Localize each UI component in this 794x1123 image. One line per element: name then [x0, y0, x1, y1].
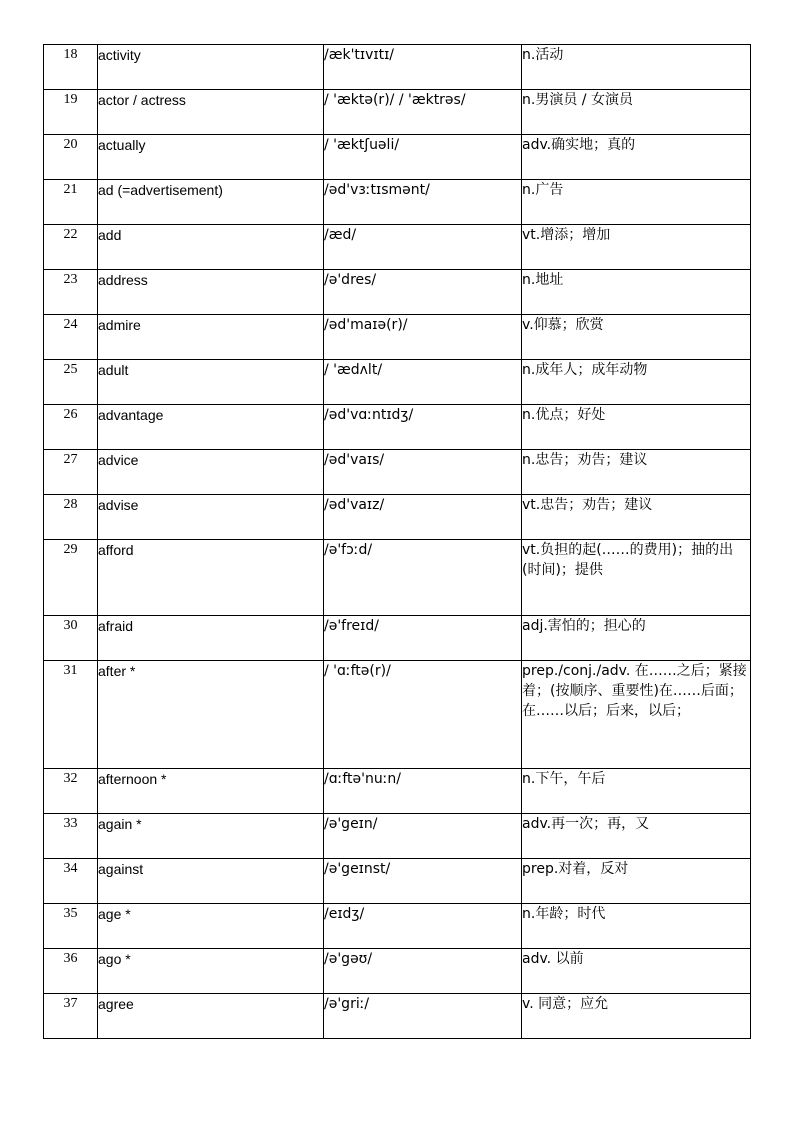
phonetic-cell: / 'æktʃuəli/: [324, 135, 522, 180]
table-row: [44, 859, 751, 904]
table-row: [44, 225, 751, 270]
phonetic-cell: /eɪdʒ/: [324, 904, 522, 949]
row-number: 32: [44, 769, 98, 814]
table-row: [44, 90, 751, 135]
table-row: [44, 904, 751, 949]
phonetic-cell: /əd'vɜːtɪsmənt/: [324, 180, 522, 225]
phonetic-cell: / 'ɑːftə(r)/: [324, 661, 522, 769]
row-number: 25: [44, 360, 98, 405]
word-cell: ago *: [98, 949, 324, 994]
word-cell: against: [98, 859, 324, 904]
meaning-cell: n.男演员 / 女演员: [522, 90, 751, 135]
table-row: [44, 769, 751, 814]
row-number: 22: [44, 225, 98, 270]
phonetic-cell: /əd'maɪə(r)/: [324, 315, 522, 360]
word-cell: activity: [98, 45, 324, 90]
meaning-cell: adj.害怕的；担心的: [522, 616, 751, 661]
word-cell: add: [98, 225, 324, 270]
word-cell: advice: [98, 450, 324, 495]
row-number: 31: [44, 661, 98, 769]
meaning-cell: n.下午，午后: [522, 769, 751, 814]
row-number: 21: [44, 180, 98, 225]
row-number: 26: [44, 405, 98, 450]
meaning-cell: n.年龄；时代: [522, 904, 751, 949]
row-number: 24: [44, 315, 98, 360]
meaning-cell: n.忠告；劝告；建议: [522, 450, 751, 495]
word-cell: advise: [98, 495, 324, 540]
vocabulary-table-body: [44, 45, 751, 1039]
word-cell: after *: [98, 661, 324, 769]
meaning-cell: prep.对着，反对: [522, 859, 751, 904]
phonetic-cell: /ɑːftə'nuːn/: [324, 769, 522, 814]
meaning-cell: n.地址: [522, 270, 751, 315]
phonetic-cell: /ə'griː/: [324, 994, 522, 1039]
phonetic-cell: /əd'vɑːntɪdʒ/: [324, 405, 522, 450]
meaning-cell: n.活动: [522, 45, 751, 90]
row-number: 28: [44, 495, 98, 540]
word-cell: afford: [98, 540, 324, 616]
word-cell: admire: [98, 315, 324, 360]
phonetic-cell: /æk'tɪvɪtɪ/: [324, 45, 522, 90]
table-row: [44, 495, 751, 540]
table-row: [44, 270, 751, 315]
table-row: [44, 360, 751, 405]
table-row: [44, 45, 751, 90]
row-number: 29: [44, 540, 98, 616]
meaning-cell: v.仰慕；欣赏: [522, 315, 751, 360]
table-row: [44, 616, 751, 661]
word-cell: age *: [98, 904, 324, 949]
table-row: [44, 180, 751, 225]
row-number: 27: [44, 450, 98, 495]
word-cell: again *: [98, 814, 324, 859]
word-cell: address: [98, 270, 324, 315]
phonetic-cell: /ə'dres/: [324, 270, 522, 315]
table-row: [44, 315, 751, 360]
meaning-cell: vt.负担的起(……的费用)；抽的出(时间)；提供: [522, 540, 751, 616]
table-row: [44, 405, 751, 450]
table-row: [44, 661, 751, 769]
meaning-cell: vt.增添；增加: [522, 225, 751, 270]
row-number: 30: [44, 616, 98, 661]
meaning-cell: vt.忠告；劝告；建议: [522, 495, 751, 540]
meaning-cell: adv.再一次；再，又: [522, 814, 751, 859]
phonetic-cell: /æd/: [324, 225, 522, 270]
phonetic-cell: /əd'vaɪz/: [324, 495, 522, 540]
row-number: 34: [44, 859, 98, 904]
vocabulary-table: [43, 44, 751, 1039]
row-number: 36: [44, 949, 98, 994]
table-row: [44, 949, 751, 994]
table-row: [44, 135, 751, 180]
phonetic-cell: / 'ædʌlt/: [324, 360, 522, 405]
phonetic-cell: /ə'geɪnst/: [324, 859, 522, 904]
phonetic-cell: /ə'freɪd/: [324, 616, 522, 661]
row-number: 19: [44, 90, 98, 135]
meaning-cell: n.成年人；成年动物: [522, 360, 751, 405]
meaning-cell: adv. 以前: [522, 949, 751, 994]
table-row: [44, 540, 751, 616]
row-number: 37: [44, 994, 98, 1039]
word-cell: afraid: [98, 616, 324, 661]
word-cell: actually: [98, 135, 324, 180]
word-cell: agree: [98, 994, 324, 1039]
row-number: 18: [44, 45, 98, 90]
phonetic-cell: / 'æktə(r)/ / 'æktrəs/: [324, 90, 522, 135]
meaning-cell: adv.确实地；真的: [522, 135, 751, 180]
meaning-cell: n.优点；好处: [522, 405, 751, 450]
phonetic-cell: /əd'vaɪs/: [324, 450, 522, 495]
table-row: [44, 450, 751, 495]
phonetic-cell: /ə'fɔːd/: [324, 540, 522, 616]
row-number: 20: [44, 135, 98, 180]
row-number: 33: [44, 814, 98, 859]
meaning-cell: prep./conj./adv. 在……之后；紧接着；(按顺序、重要性)在……后面；在……以后；后来，以后；: [522, 661, 751, 769]
table-row: [44, 994, 751, 1039]
word-cell: advantage: [98, 405, 324, 450]
table-row: [44, 814, 751, 859]
meaning-cell: v. 同意；应允: [522, 994, 751, 1039]
word-cell: ad (=advertisement): [98, 180, 324, 225]
word-cell: adult: [98, 360, 324, 405]
phonetic-cell: /ə'geɪn/: [324, 814, 522, 859]
meaning-cell: n.广告: [522, 180, 751, 225]
row-number: 23: [44, 270, 98, 315]
phonetic-cell: /ə'gəʊ/: [324, 949, 522, 994]
row-number: 35: [44, 904, 98, 949]
word-cell: actor / actress: [98, 90, 324, 135]
word-cell: afternoon *: [98, 769, 324, 814]
